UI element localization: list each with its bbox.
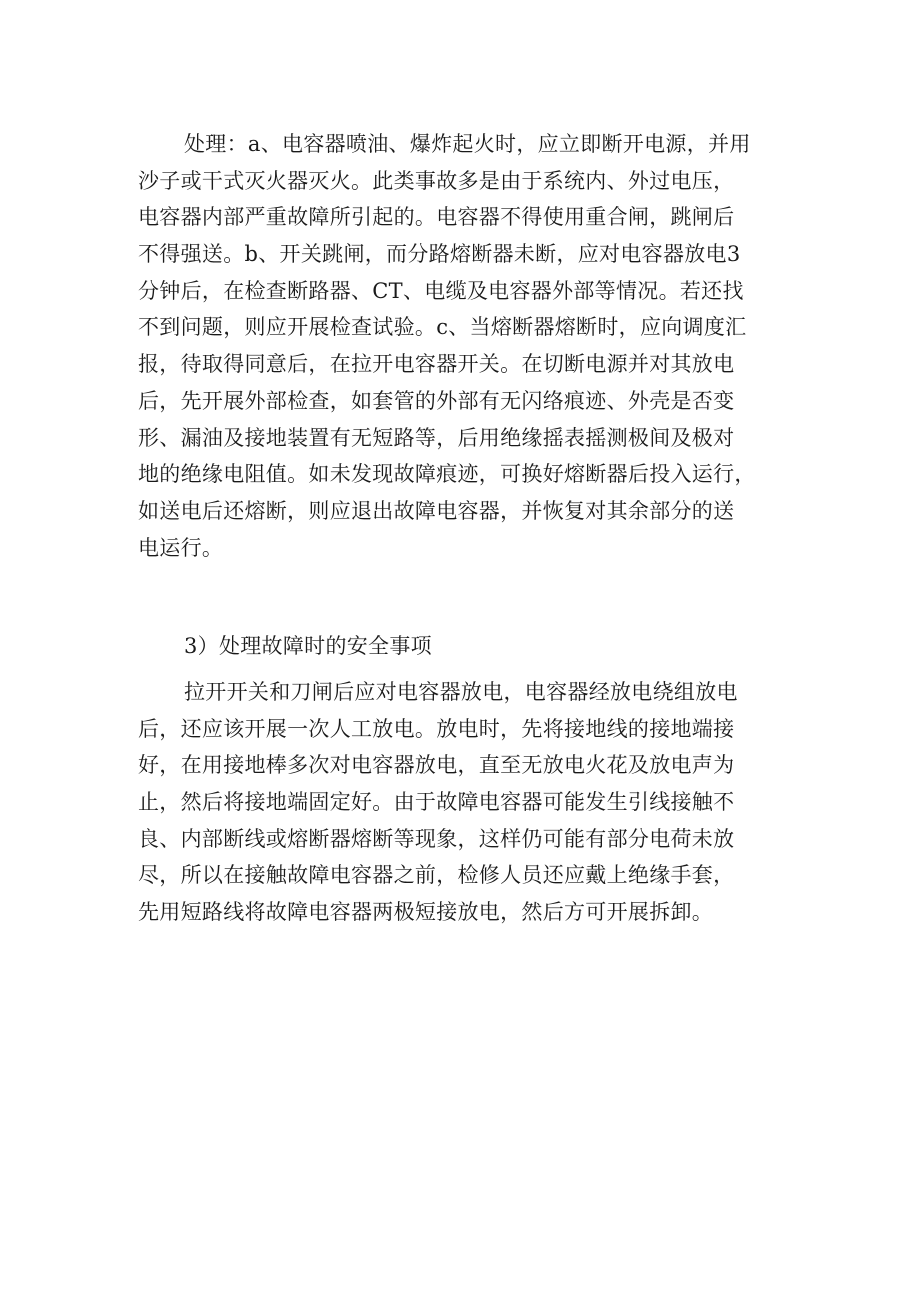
paragraph-line: 拉开开关和刀闸后应对电容器放电，电容器经放电绕组放电 bbox=[184, 680, 738, 704]
paragraph-line: 后，先开展外部检查，如套管的外部有无闪络痕迹、外壳是否变 bbox=[138, 388, 735, 413]
paragraph-line: 沙子或干式灭火器灭火。此类事故多是由于系统内、外过电压， bbox=[138, 168, 735, 193]
paragraph-line: 后，还应该开展一次人工放电。放电时，先将接地线的接地端接 bbox=[138, 716, 735, 741]
paragraph-line: 止，然后将接地端固定好。由于故障电容器可能发生引线接触不 bbox=[138, 790, 735, 815]
section-heading bbox=[138, 628, 798, 665]
paragraph-line: 形、漏油及接地装置有无短路等，后用绝缘摇表摇测极间及极对 bbox=[138, 425, 735, 450]
paragraph-line: 处理：a、电容器喷油、爆炸起火时，应立即断开电源，并用 bbox=[184, 132, 751, 156]
paragraph-line: 分钟后，在检查断路器、CT、电缆及电容器外部等情况。若还找 bbox=[138, 278, 744, 303]
paragraph-line: 电容器内部严重故障所引起的。电容器不得使用重合闸，跳闸后 bbox=[138, 205, 735, 230]
paragraph-line: 电运行。 bbox=[138, 535, 224, 560]
paragraph-line: 不到问题，则应开展检查试验。c、当熔断器熔断时，应向调度汇 bbox=[138, 315, 747, 340]
paragraph-line: 尽，所以在接触故障电容器之前，检修人员还应戴上绝缘手套， bbox=[138, 863, 735, 888]
paragraph-line: 先用短路线将故障电容器两极短接放电，然后方可开展拆卸。 bbox=[138, 900, 714, 925]
paragraph-line: 报，待取得同意后，在拉开电容器开关。在切断电源并对其放电 bbox=[138, 352, 735, 377]
paragraph-line: 地的绝缘电阻值。如未发现故障痕迹，可换好熔断器后投入运行， bbox=[138, 462, 756, 487]
paragraph-line: 不得强送。b、开关跳闸，而分路熔断器未断，应对电容器放电3 bbox=[138, 242, 741, 267]
paragraph-line: 如送电后还熔断，则应退出故障电容器，并恢复对其余部分的送 bbox=[138, 498, 735, 523]
paragraph-line: 好，在用接地棒多次对电容器放电，直至无放电火花及放电声为 bbox=[138, 753, 735, 778]
paragraph-line: 良、内部断线或熔断器熔断等现象，这样仍可能有部分电荷未放 bbox=[138, 826, 735, 851]
section-heading-text: 3）处理故障时的安全事项 bbox=[184, 634, 432, 658]
paragraph-safety bbox=[138, 674, 798, 931]
paragraph-handling bbox=[138, 126, 798, 566]
